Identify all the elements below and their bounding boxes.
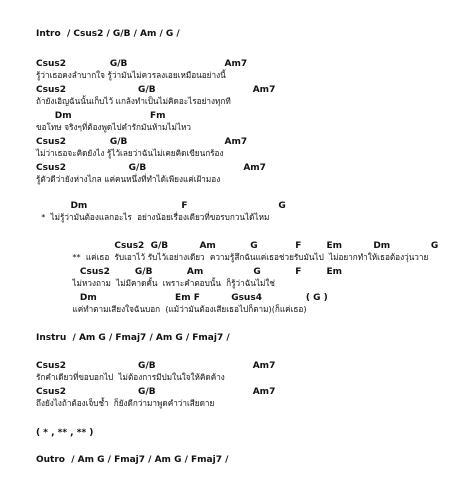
chord-line: Dm F G (36, 201, 286, 211)
intro-line: Intro / Csus2 / G/B / Am / G / (36, 29, 180, 39)
lyric-line: ** แค่เธอ รับเอาไว้ รับไว้เอย่างเดียว ความรู้สึกฉันแค่เธอช่วยรับมันไป ไม่อยากทำให้เธอต้องวุ่นวาย (36, 252, 429, 262)
chord-line: Csus2 G/B Am7 (36, 85, 276, 95)
chord-line: Csus2 G/B Am7 (36, 163, 266, 173)
lyric-line: รู้ตัวดีว่ายังห่างไกล แค่คนหนึ่งที่ทำได้เพียงแค่เฝ้ามอง (36, 174, 221, 184)
chord-line: Dm Fm (36, 111, 166, 121)
chord-line: Csus2 G/B Am7 (36, 361, 276, 371)
lyric-line: ถ้ายังเอิญฉันนั้นเก็บไว้ แกล้งทำเป็นไม่คิดอะไรอย่างทุกที (36, 96, 231, 106)
chord-line: Csus2 G/B Am G F Em Dm G (36, 241, 439, 251)
chord-line: Csus2 G/B Am7 (36, 137, 248, 147)
lyric-line: ไม่หวงถาม ไม่มีคาดคั้น เพราะคำตอบนั้น ก็รู้ว่าฉันไม่ใช่ (36, 278, 275, 288)
lyric-line: รู้ว่าเธอคงลำบากใจ รู้ว่ามันไม่ควรลงเอยเหมือนอย่างนี้ (36, 70, 226, 80)
lyric-line: แค่ทำตามเสียงใจฉันบอก (แม้ว่ามันต้องเสียเธอไปก็ตาม)(ก็แค่เธอ) (36, 304, 307, 314)
repeat-line: ( * , ** , ** ) (36, 428, 94, 438)
chord-line: Dm Em F Gsus4 ( G ) (36, 293, 328, 303)
chord-line: Csus2 G/B Am7 (36, 387, 276, 397)
instru-line: Instru / Am G / Fmaj7 / Am G / Fmaj7 / (36, 333, 230, 343)
chord-line: Csus2 G/B Am G F Em (36, 267, 342, 277)
lyric-line: รักคำเดียวที่ขอบอกไป ไม่ต้องการมีปมในใจให้คิดค้าง (36, 372, 225, 382)
lyric-line: * ไม่รู้ว่ามันต้องแลกอะไร อย่างน้อยเรื่องเดียวที่ขอรบกวนได้ไหม (36, 212, 270, 222)
lyric-line: ไม่ว่าเธอจะคิดยังไง รู้ไว้เลยว่าฉันไม่เคยคิดเขียนกร้อง (36, 148, 224, 158)
lyric-line: ขอโทษ จริงๆที่ต้องพูดไปคำรักมันห้ามไม่ไหว (36, 122, 191, 132)
lyric-line: ถึงยังไงถ้าต้องเจ็บช้ำ ก็ยังดีกว่ามาพูดคำว่าเสียดาย (36, 398, 215, 408)
outro-line: Outro / Am G / Fmaj7 / Am G / Fmaj7 / (36, 455, 229, 465)
chord-line: Csus2 G/B Am7 (36, 59, 248, 69)
